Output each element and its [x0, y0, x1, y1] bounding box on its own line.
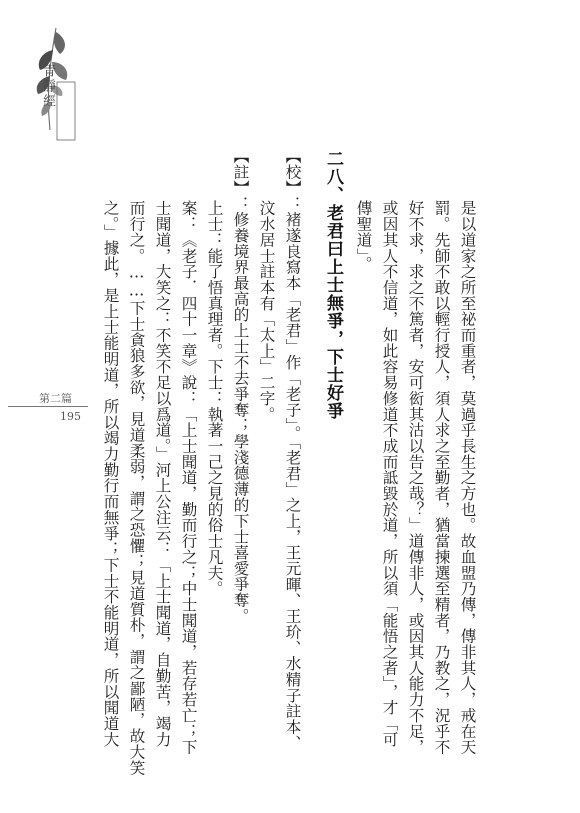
text-column: 傳聖道」。 [354, 200, 373, 272]
text-column: 是以道家之所至祕而重者，莫過乎長生之方也。故血盟乃傳，傳非其人，戒在天 [458, 200, 477, 755]
annotation-column: 【註】：修養境界最高的上士不去爭奪；學淺德薄的下士喜愛爭奪。 [231, 148, 250, 624]
text-column: 或因其人不信道，如此容易修道不成而詆毀於道，所以須「能悟之者」，才「可 [380, 200, 399, 747]
annotation-column: 案：《老子．四十一章》說：「上士聞道，勤而行之；中士聞道，若存若亡；下 [179, 200, 198, 755]
text-column: 罰。先師不敢以輕行授人，須人求之至勤者，猶當揀選至精者，乃教之，況乎不 [432, 200, 451, 755]
divider [8, 406, 88, 407]
annotation-column: 之。」據此，是上士能明道，所以竭力勤行而無爭；下士不能明道，所以聞道大 [101, 200, 120, 747]
annotation-column: 而行之。……下士貪狼多欲，見道柔弱，謂之恐懼；見道質朴，謂之鄙陋，故大笑 [127, 200, 146, 776]
annotation-column: 士聞道，大笑之：不笑不足以爲道。」河上公注云：「上士聞道，自勤苦，竭力 [153, 200, 172, 747]
collation-column: 汶水居士註本有「太上」二字。 [257, 200, 276, 422]
text-column: 好不求，求之不篤者，安可衒其沽以告之哉？」道傳非人，或因其人能力不足， [406, 200, 425, 755]
collation-column: 【校】：褚遂良寫本「老君」作「老子」。「老君」之上，王元暉、王玠、水精子註本、 [283, 148, 302, 751]
page-number: 195 [60, 410, 81, 423]
section-label: 第二篇 [39, 392, 72, 405]
book-title: 青靜經 [40, 64, 55, 109]
section-heading: 二八、老君曰上士無爭，下士好爭 [323, 150, 343, 420]
annotation-column: 上士：能了悟真理者。下士：執著一己之見的俗士凡夫。 [205, 200, 224, 597]
